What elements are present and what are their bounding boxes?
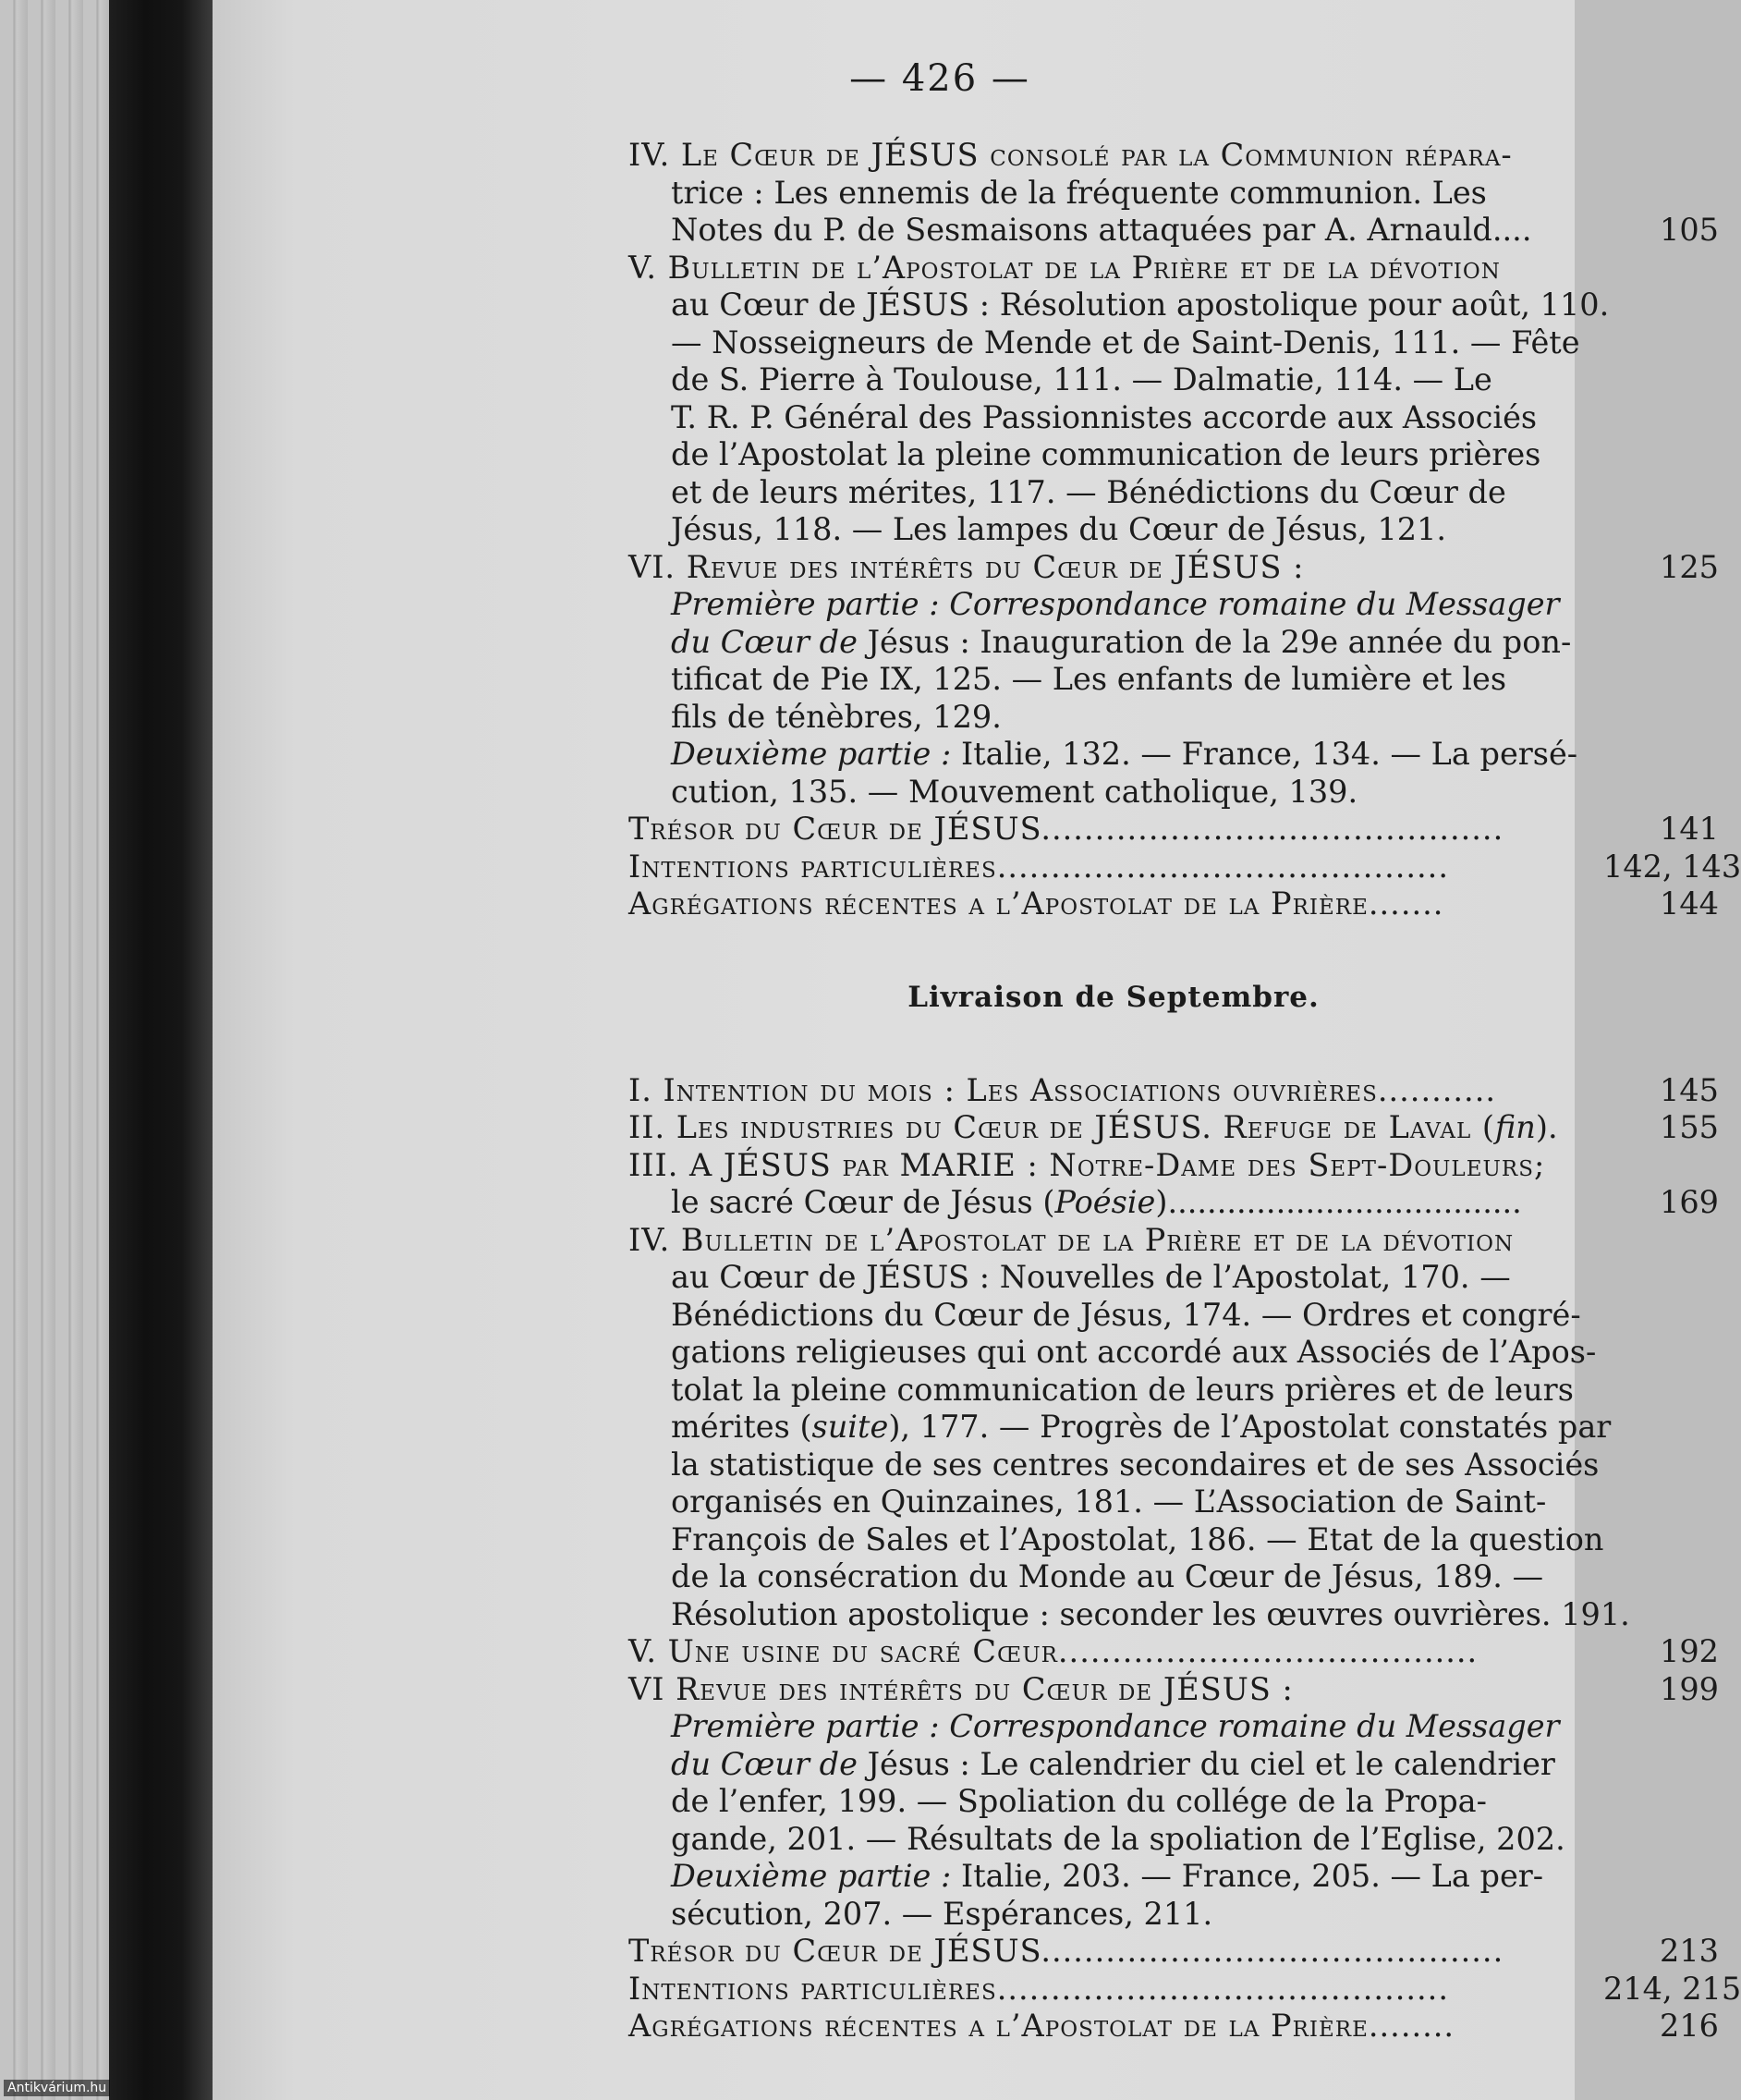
toc-text: V. Bulletin de l’Apostolat de la Prière et de la dévotion bbox=[628, 249, 1501, 286]
toc-line bbox=[628, 549, 1719, 587]
toc-line bbox=[628, 1147, 1719, 1185]
toc-text: tificat de Pie IX, 125. — Les enfants de lumière et les bbox=[671, 661, 1507, 697]
book-spine bbox=[109, 0, 213, 2100]
toc-line bbox=[628, 511, 1719, 549]
page-ref: 214, 215 bbox=[1603, 1970, 1741, 2007]
toc-line bbox=[628, 250, 1719, 287]
section-title: Livraison de Septembre. bbox=[907, 980, 1320, 1014]
toc-text: Agrégations récentes a l’Apostolat de la Prière....... bbox=[628, 885, 1444, 922]
left-margin-texture bbox=[0, 0, 109, 2100]
toc-line bbox=[628, 287, 1719, 324]
toc-text: Bénédictions du Cœur de Jésus, 174. — Ordres et congré- bbox=[671, 1296, 1581, 1333]
toc-text: du Cœur de bbox=[671, 623, 868, 660]
toc-text: suite bbox=[811, 1409, 889, 1445]
page-ref: 145 bbox=[1660, 1071, 1719, 1108]
page-number: — 426 — bbox=[849, 57, 1030, 100]
toc-text: VI Revue des intérêts du Cœur de JÉSUS : bbox=[628, 1670, 1294, 1707]
toc-text: de l’Apostolat la pleine communication de leurs prières bbox=[671, 436, 1541, 472]
toc-text: Trésor du Cœur de JÉSUS........................................... bbox=[628, 811, 1504, 847]
toc-line bbox=[628, 736, 1719, 774]
toc-text: François de Sales et l’Apostolat, 186. — Etat de la question bbox=[671, 1520, 1604, 1557]
toc-text: de l’enfer, 199. — Spoliation du collége de la Propa- bbox=[671, 1783, 1487, 1819]
toc-line bbox=[628, 1222, 1719, 1260]
toc-text: Trésor du Cœur de JÉSUS........................................... bbox=[628, 1933, 1504, 1969]
toc-line bbox=[628, 2008, 1719, 2045]
toc-line bbox=[628, 324, 1719, 362]
watermark: Antikvárium.hu bbox=[4, 2080, 110, 2096]
toc-line bbox=[628, 586, 1719, 624]
toc-text: de S. Pierre à Toulouse, 111. — Dalmatie, 114. — Le bbox=[671, 361, 1492, 397]
toc-text: sécution, 207. — Espérances, 211. bbox=[671, 1895, 1213, 1932]
toc-line bbox=[628, 399, 1719, 437]
toc-line bbox=[628, 848, 1741, 886]
toc-line bbox=[628, 1447, 1719, 1484]
toc-text: le sacré Cœur de Jésus ( bbox=[671, 1184, 1055, 1220]
toc-text: Deuxième partie : bbox=[671, 736, 952, 772]
toc-text: mérites ( bbox=[671, 1409, 812, 1445]
toc-line bbox=[628, 1896, 1719, 1934]
toc-line bbox=[628, 1521, 1719, 1559]
toc-line bbox=[628, 1109, 1719, 1147]
toc-line bbox=[628, 1708, 1719, 1746]
page-ref: 105 bbox=[1660, 212, 1719, 248]
toc-text: IV. Bulletin de l’Apostolat de la Prière et de la dévotion bbox=[628, 1221, 1515, 1258]
page-ref: 216 bbox=[1660, 2008, 1719, 2044]
toc-line bbox=[628, 699, 1719, 737]
toc-line bbox=[628, 1933, 1719, 1971]
toc-line bbox=[628, 1596, 1719, 1634]
page-ref: 169 bbox=[1660, 1184, 1719, 1220]
book-page bbox=[213, 0, 1741, 2100]
toc-text: T. R. P. Général des Passionnistes accorde aux Associés bbox=[671, 398, 1538, 435]
toc-line bbox=[628, 1671, 1719, 1709]
toc-line bbox=[628, 1409, 1719, 1447]
toc-text: Deuxième partie : bbox=[671, 1858, 952, 1894]
toc-text: de la consécration du Monde au Cœur de Jésus, 189. — bbox=[671, 1558, 1544, 1594]
toc-text: Résolution apostolique : seconder les œuvres ouvrières. 191. bbox=[671, 1595, 1630, 1632]
toc-line bbox=[628, 1970, 1741, 2008]
toc-line bbox=[628, 361, 1719, 399]
toc-text: ), 177. — Progrès de l’Apostolat constatés par bbox=[888, 1409, 1612, 1445]
toc-text: I. Intention du mois : Les Associations ouvrières........... bbox=[628, 1071, 1496, 1108]
toc-text: la statistique de ses centres secondaires et de ses Associés bbox=[671, 1446, 1600, 1483]
toc-text: — Nosseigneurs de Mende et de Saint-Denis, 111. — Fête bbox=[671, 324, 1580, 360]
toc-text: Jésus, 118. — Les lampes du Cœur de Jésus, 121. bbox=[671, 511, 1447, 547]
toc-text: Italie, 132. — France, 134. — La persé- bbox=[951, 736, 1578, 772]
toc-line bbox=[628, 885, 1719, 923]
toc-text: et de leurs mérites, 117. — Bénédictions du Cœur de bbox=[671, 473, 1506, 510]
toc-text: Première partie : Correspondance romaine du Messager bbox=[671, 1708, 1560, 1744]
toc-line bbox=[628, 1821, 1719, 1859]
toc-text: Intentions particulières.......................................... bbox=[628, 848, 1449, 885]
toc-text: organisés en Quinzaines, 181. — L’Association de Saint- bbox=[671, 1483, 1547, 1520]
table-of-contents bbox=[628, 137, 1741, 2045]
toc-text: ). bbox=[1535, 1109, 1558, 1145]
toc-text: Jésus : Le calendrier du ciel et le calendrier bbox=[867, 1745, 1555, 1782]
toc-line bbox=[628, 1783, 1719, 1821]
toc-text: Première partie : Correspondance romaine du Messager bbox=[671, 586, 1560, 622]
toc-text: fin bbox=[1494, 1109, 1536, 1145]
august-entries bbox=[628, 137, 1741, 923]
toc-line bbox=[628, 1334, 1719, 1372]
toc-line bbox=[628, 774, 1719, 812]
toc-text: Poésie bbox=[1054, 1184, 1156, 1220]
toc-line bbox=[628, 1259, 1719, 1297]
page-ref: 192 bbox=[1660, 1633, 1719, 1669]
toc-text: trice : Les ennemis de la fréquente communion. Les bbox=[671, 174, 1487, 211]
toc-line bbox=[628, 137, 1719, 175]
toc-text: Notes du P. de Sesmaisons attaquées par A. Arnauld.... bbox=[671, 212, 1532, 248]
toc-text: du Cœur de bbox=[671, 1745, 868, 1782]
page-ref: 155 bbox=[1660, 1109, 1719, 1145]
september-entries bbox=[628, 1071, 1741, 2045]
toc-line bbox=[628, 474, 1719, 512]
toc-text: Agrégations récentes a l’Apostolat de la Prière........ bbox=[628, 2008, 1455, 2044]
toc-text: Jésus : Inauguration de la 29e année du pon- bbox=[867, 623, 1572, 660]
toc-text: au Cœur de JÉSUS : Résolution apostolique pour août, 110. bbox=[671, 287, 1610, 323]
toc-text: tolat la pleine communication de leurs prières et de leurs bbox=[671, 1371, 1574, 1408]
toc-text: fils de ténèbres, 129. bbox=[671, 698, 1002, 735]
page-ref: 125 bbox=[1660, 548, 1719, 585]
toc-text: Intentions particulières.......................................... bbox=[628, 1970, 1449, 2007]
page-ref: 213 bbox=[1660, 1933, 1719, 1969]
page-ref: 142, 143 bbox=[1603, 848, 1741, 885]
toc-text: V. Une usine du sacré Cœur....................................... bbox=[628, 1633, 1479, 1669]
toc-line bbox=[628, 1558, 1719, 1596]
toc-line bbox=[628, 1297, 1719, 1335]
toc-line bbox=[628, 212, 1719, 250]
toc-text: Italie, 203. — France, 205. — La per- bbox=[951, 1858, 1544, 1894]
toc-text: cution, 135. — Mouvement catholique, 139. bbox=[671, 773, 1358, 810]
page-ref: 199 bbox=[1660, 1670, 1719, 1707]
toc-line bbox=[628, 811, 1719, 849]
toc-text: III. A JÉSUS par MARIE : Notre-Dame des Sept-Douleurs; bbox=[628, 1146, 1546, 1183]
toc-line bbox=[628, 436, 1719, 474]
toc-line bbox=[628, 1184, 1719, 1222]
toc-text: II. Les industries du Cœur de JÉSUS. Refuge de Laval ( bbox=[628, 1109, 1495, 1145]
toc-line bbox=[628, 175, 1719, 213]
toc-line bbox=[628, 1746, 1719, 1784]
toc-text: gations religieuses qui ont accordé aux Associés de l’Apos- bbox=[671, 1334, 1597, 1370]
page-ref: 144 bbox=[1660, 885, 1719, 922]
toc-line bbox=[628, 1072, 1719, 1110]
toc-text: ).................................... bbox=[1155, 1184, 1522, 1220]
toc-line bbox=[628, 1858, 1719, 1896]
toc-text: IV. Le Cœur de JÉSUS consolé par la Communion répara- bbox=[628, 137, 1513, 173]
toc-line bbox=[628, 1372, 1719, 1410]
toc-line bbox=[628, 624, 1719, 662]
page-ref: 141 bbox=[1660, 811, 1719, 847]
toc-text: gande, 201. — Résultats de la spoliation de l’Eglise, 202. bbox=[671, 1820, 1565, 1857]
toc-line bbox=[628, 661, 1719, 699]
toc-line bbox=[628, 1633, 1719, 1671]
toc-text: au Cœur de JÉSUS : Nouvelles de l’Apostolat, 170. — bbox=[671, 1259, 1511, 1295]
toc-text: VI. Revue des intérêts du Cœur de JÉSUS : bbox=[628, 548, 1305, 585]
toc-line bbox=[628, 1483, 1719, 1521]
